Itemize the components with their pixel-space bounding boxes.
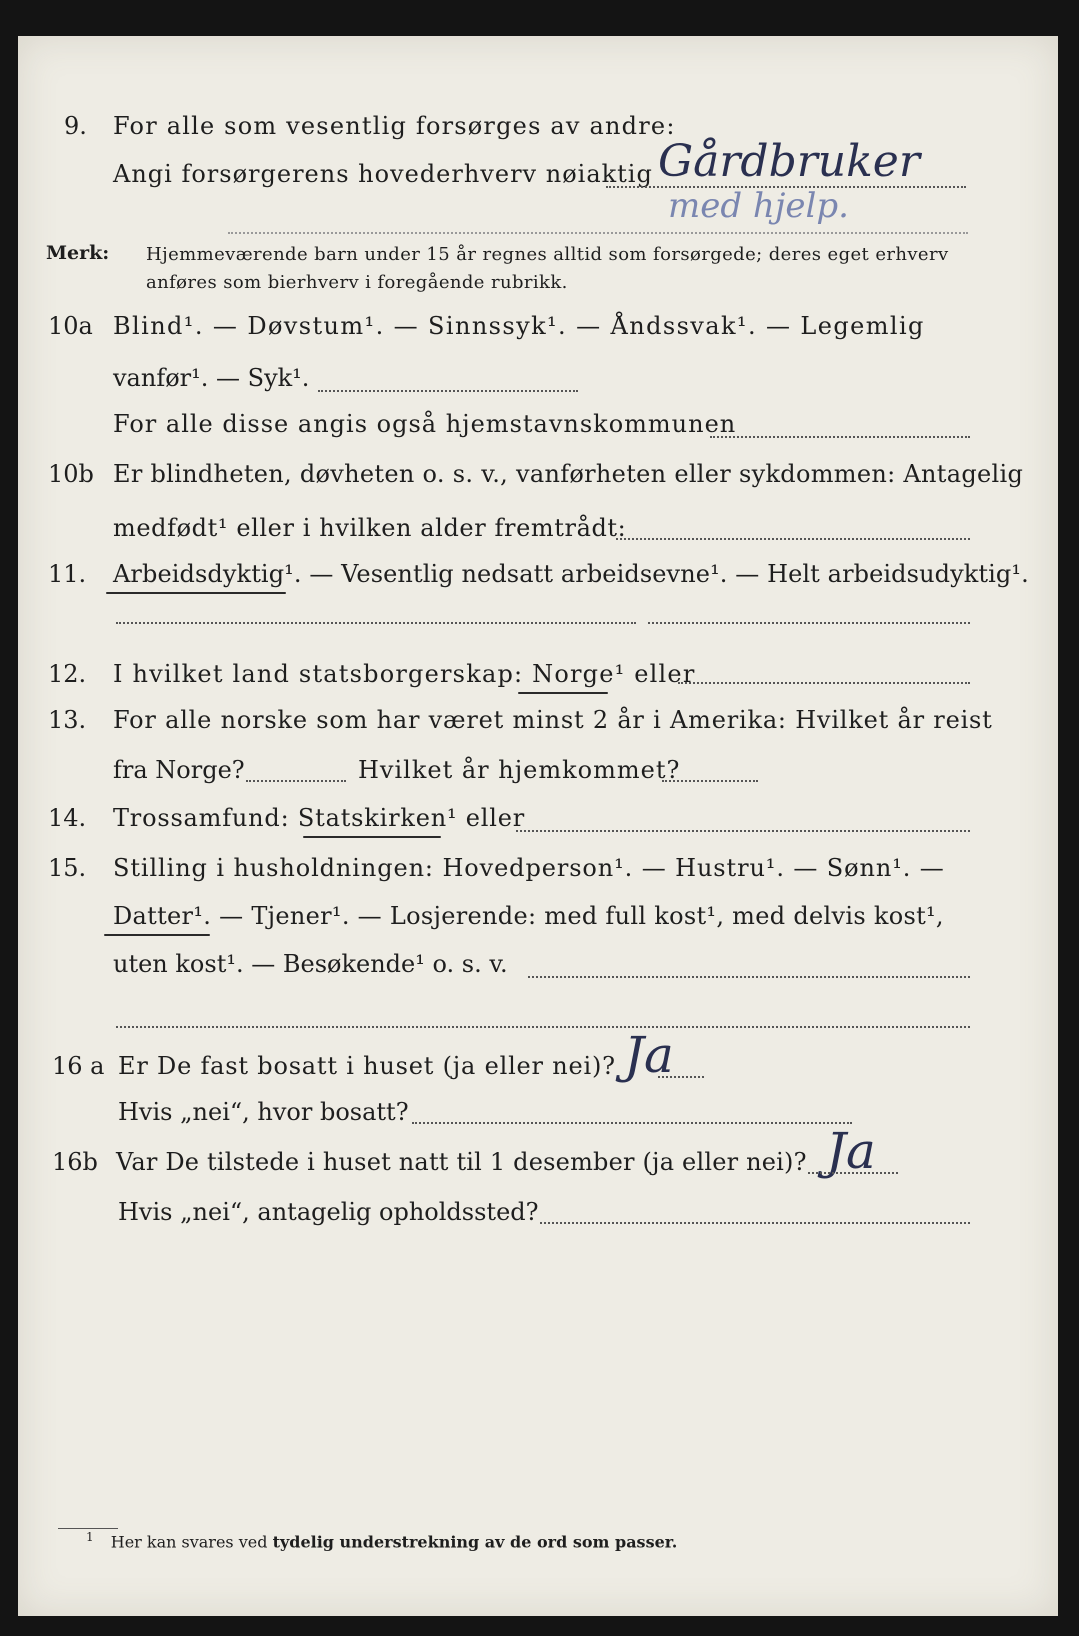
q16a-line1: Er De fast bosatt i huset (ja eller nei)? — [118, 1052, 616, 1080]
q10a-hjemstavn-line — [710, 436, 970, 438]
q9-line1: For alle som vesentlig forsørges av andre: — [113, 112, 676, 140]
q16b-line1: Var De tilstede i huset natt til 1 desember (ja eller nei)? — [116, 1148, 807, 1176]
footnote — [86, 1530, 677, 1551]
q13-reist-line — [246, 780, 346, 782]
q14-number: 14. — [48, 804, 87, 832]
q10b-line1: Er blindheten, døvheten o. s. v., vanførheten eller sykdommen: Antagelig — [113, 460, 1024, 488]
q15-line1: Stilling i husholdningen: Hovedperson¹. — Hustru¹. — Sønn¹. — — [113, 854, 945, 882]
q10b-line2: medfødt¹ eller i hvilken alder fremtrådt: — [113, 514, 627, 542]
q12-answer-line — [678, 682, 970, 684]
q13-line1: For alle norske som har været minst 2 år i Amerika: Hvilket år reist — [113, 706, 993, 734]
q15-number: 15. — [48, 854, 87, 882]
q12-underline-norge — [518, 692, 608, 694]
q16b-line2: Hvis „nei“, antagelig opholdssted? — [118, 1198, 539, 1226]
q13-line2b: Hvilket år hjemkommet? — [358, 756, 681, 784]
merk-line1: Hjemmeværende barn under 15 år regnes alltid som forsørgede; deres eget erhverv — [146, 244, 949, 265]
q9-number: 9. — [64, 112, 87, 140]
q15-underline-datter — [104, 934, 210, 936]
q16a-handwritten-answer: Ja — [624, 1026, 674, 1084]
q15-line2: Datter¹. — Tjener¹. — Losjerende: med full kost¹, med delvis kost¹, — [113, 902, 944, 930]
q10a-number: 10a — [48, 312, 93, 340]
q16a-number: 16 a — [52, 1052, 105, 1080]
q16b-opholdssted-line — [540, 1222, 970, 1224]
census-form-page — [18, 36, 1058, 1616]
q10a-line3: For alle disse angis også hjemstavnskommunen — [113, 410, 737, 438]
q9-line2: Angi forsørgerens hovederhverv nøiaktig — [113, 160, 653, 188]
q16a-bosatt-line — [412, 1122, 852, 1124]
q10a-line1: Blind¹. — Døvstum¹. — Sinnssyk¹. — Åndssvak¹. — Legemlig — [113, 312, 925, 340]
q16a-line2: Hvis „nei“, hvor bosatt? — [118, 1098, 409, 1126]
merk-line2: anføres som bierhverv i foregående rubrikk. — [146, 272, 568, 293]
q10b-answer-line — [616, 538, 970, 540]
q14-underline-statskirken — [303, 836, 441, 838]
footnote-rule — [58, 1528, 118, 1529]
q16a-answer-line — [658, 1076, 704, 1078]
footnote-text-plain: Her kan svares ved — [110, 1532, 268, 1552]
q13-number: 13. — [48, 706, 87, 734]
q13-hjemkommet-line — [662, 780, 758, 782]
merk-label: Merk: — [46, 242, 110, 264]
q10a-line2: vanfør¹. — Syk¹. — [113, 364, 310, 392]
q16b-answer-line — [808, 1172, 898, 1174]
q11-line1: Arbeidsdyktig¹. — Vesentlig nedsatt arbeidsevne¹. — Helt arbeidsudyktig¹. — [113, 560, 1029, 588]
footnote-mark: 1 — [86, 1530, 94, 1544]
q12-number: 12. — [48, 660, 87, 688]
q15-line3: uten kost¹. — Besøkende¹ o. s. v. — [113, 950, 508, 978]
q11-number: 11. — [48, 560, 87, 588]
q12-line1: I hvilket land statsborgerskap: Norge¹ eller — [113, 660, 696, 688]
q9-handwritten-answer-2: med hjelp. — [668, 186, 849, 226]
q16b-number: 16b — [52, 1148, 98, 1176]
q16b-handwritten-answer: Ja — [826, 1122, 876, 1180]
q9-handwritten-answer: Gårdbruker — [658, 136, 920, 187]
q11-answer-line-2 — [648, 622, 970, 624]
q15-answer-line-2 — [116, 1026, 970, 1028]
q14-line1: Trossamfund: Statskirken¹ eller — [113, 804, 526, 832]
q11-underline-arbeidsdyktig — [106, 592, 286, 594]
q10b-number: 10b — [48, 460, 94, 488]
q10a-syk-line — [318, 390, 578, 392]
q9-continuation-line — [228, 232, 968, 234]
footnote-text-bold: tydelig understrekning av de ord som passer. — [272, 1532, 678, 1552]
q13-line2a: fra Norge? — [113, 756, 245, 784]
q11-answer-line-1 — [116, 622, 636, 624]
q15-answer-line-1 — [528, 976, 970, 978]
q14-answer-line — [516, 830, 970, 832]
